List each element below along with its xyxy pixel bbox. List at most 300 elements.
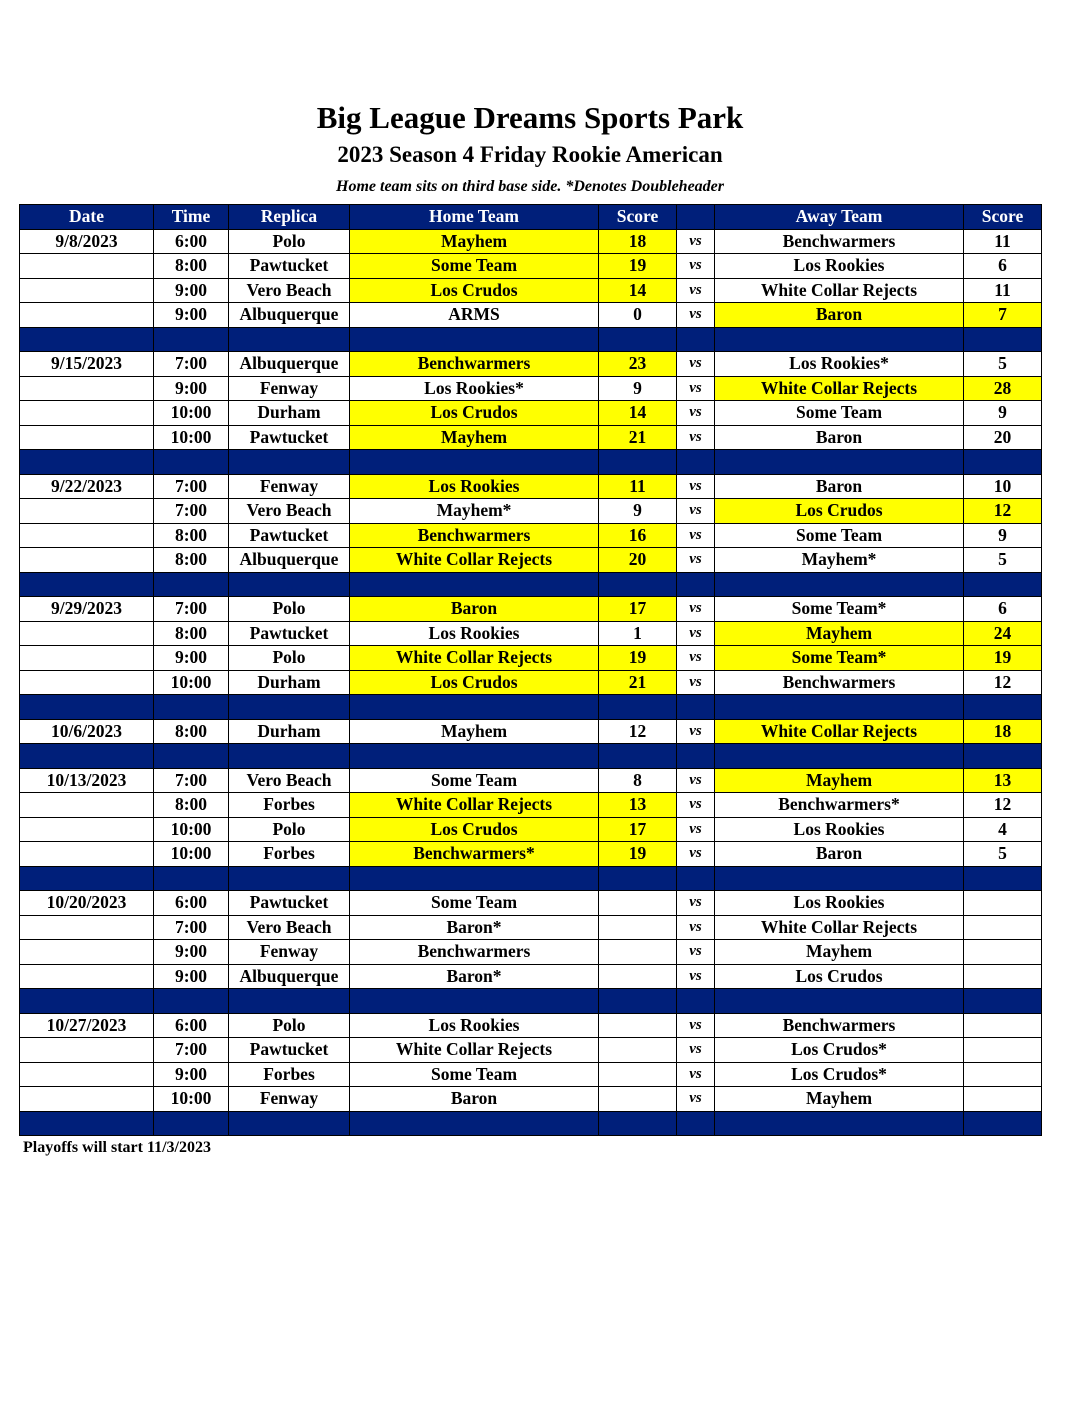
table-row [20, 401, 1042, 426]
separator-cell [229, 450, 350, 475]
separator-cell [20, 744, 154, 769]
away-team: Mayhem* [715, 548, 964, 573]
home-score [599, 940, 677, 965]
separator-cell [229, 744, 350, 769]
away-score: 12 [964, 499, 1042, 524]
game-replica-field: Polo [229, 229, 350, 254]
vs-label: vs [677, 964, 715, 989]
schedule-body [20, 229, 1042, 1136]
away-team: Los Rookies [715, 817, 964, 842]
game-date [20, 523, 154, 548]
separator-cell [350, 450, 599, 475]
separator-cell [229, 327, 350, 352]
home-team: White Collar Rejects [350, 1038, 599, 1063]
header-date: Date [20, 205, 154, 230]
separator-cell [20, 327, 154, 352]
separator-cell [350, 866, 599, 891]
separator-cell [154, 1111, 229, 1136]
table-row [20, 768, 1042, 793]
game-replica-field: Pawtucket [229, 523, 350, 548]
game-time: 9:00 [154, 940, 229, 965]
separator-cell [715, 572, 964, 597]
game-time: 9:00 [154, 376, 229, 401]
game-date [20, 793, 154, 818]
table-row [20, 1013, 1042, 1038]
home-team: Los Rookies [350, 474, 599, 499]
separator-cell [715, 1111, 964, 1136]
game-time: 9:00 [154, 303, 229, 328]
table-row [20, 254, 1042, 279]
home-score: 18 [599, 229, 677, 254]
separator-cell [154, 989, 229, 1014]
away-team: Mayhem [715, 621, 964, 646]
week-separator-row [20, 866, 1042, 891]
vs-label: vs [677, 425, 715, 450]
table-row [20, 670, 1042, 695]
vs-label: vs [677, 499, 715, 524]
away-team: Baron [715, 303, 964, 328]
vs-label: vs [677, 915, 715, 940]
game-date: 9/22/2023 [20, 474, 154, 499]
separator-cell [154, 450, 229, 475]
table-row [20, 376, 1042, 401]
away-score: 12 [964, 670, 1042, 695]
home-team: White Collar Rejects [350, 646, 599, 671]
home-score: 0 [599, 303, 677, 328]
game-time: 10:00 [154, 817, 229, 842]
home-score: 19 [599, 646, 677, 671]
game-time: 9:00 [154, 964, 229, 989]
game-time: 8:00 [154, 621, 229, 646]
game-time: 6:00 [154, 1013, 229, 1038]
vs-label: vs [677, 303, 715, 328]
game-time: 10:00 [154, 1087, 229, 1112]
away-score: 6 [964, 254, 1042, 279]
separator-cell [154, 327, 229, 352]
separator-cell [229, 866, 350, 891]
game-time: 10:00 [154, 425, 229, 450]
table-row [20, 474, 1042, 499]
game-replica-field: Pawtucket [229, 425, 350, 450]
separator-cell [154, 866, 229, 891]
home-score: 1 [599, 621, 677, 646]
vs-label: vs [677, 670, 715, 695]
home-score: 8 [599, 768, 677, 793]
game-replica-field: Durham [229, 401, 350, 426]
home-score: 19 [599, 254, 677, 279]
away-team: White Collar Rejects [715, 376, 964, 401]
page-subtitle: 2023 Season 4 Friday Rookie American [337, 142, 723, 167]
game-date: 9/8/2023 [20, 229, 154, 254]
vs-label: vs [677, 278, 715, 303]
away-score: 5 [964, 548, 1042, 573]
table-row [20, 719, 1042, 744]
game-replica-field: Forbes [229, 1062, 350, 1087]
home-team: Baron [350, 597, 599, 622]
table-row [20, 646, 1042, 671]
home-team: White Collar Rejects [350, 793, 599, 818]
separator-cell [350, 695, 599, 720]
separator-cell [677, 989, 715, 1014]
home-team: Benchwarmers* [350, 842, 599, 867]
home-score: 17 [599, 597, 677, 622]
separator-cell [715, 695, 964, 720]
home-score: 21 [599, 425, 677, 450]
separator-cell [20, 695, 154, 720]
home-score: 9 [599, 499, 677, 524]
home-score: 9 [599, 376, 677, 401]
game-time: 8:00 [154, 523, 229, 548]
away-team: Some Team [715, 523, 964, 548]
away-score [964, 1062, 1042, 1087]
table-row [20, 548, 1042, 573]
table-row [20, 499, 1042, 524]
vs-label: vs [677, 817, 715, 842]
game-time: 8:00 [154, 719, 229, 744]
game-replica-field: Albuquerque [229, 548, 350, 573]
game-date [20, 548, 154, 573]
game-time: 9:00 [154, 646, 229, 671]
separator-cell [154, 572, 229, 597]
header-replica: Replica [229, 205, 350, 230]
game-time: 7:00 [154, 1038, 229, 1063]
separator-cell [350, 327, 599, 352]
away-team: Some Team* [715, 646, 964, 671]
game-replica-field: Forbes [229, 793, 350, 818]
game-replica-field: Albuquerque [229, 964, 350, 989]
doubleheader-note: Home team sits on third base side. *Denotes Doubleheader [336, 178, 724, 195]
away-team: Los Crudos* [715, 1038, 964, 1063]
home-score: 21 [599, 670, 677, 695]
separator-cell [154, 695, 229, 720]
separator-cell [599, 695, 677, 720]
separator-cell [677, 866, 715, 891]
vs-label: vs [677, 548, 715, 573]
game-date [20, 303, 154, 328]
separator-cell [964, 989, 1042, 1014]
separator-cell [229, 989, 350, 1014]
home-score [599, 964, 677, 989]
table-row [20, 597, 1042, 622]
away-score [964, 1013, 1042, 1038]
table-row [20, 303, 1042, 328]
game-date [20, 401, 154, 426]
game-date [20, 842, 154, 867]
home-score: 16 [599, 523, 677, 548]
game-date [20, 817, 154, 842]
home-team: Benchwarmers [350, 523, 599, 548]
header-home-team: Home Team [350, 205, 599, 230]
game-date [20, 915, 154, 940]
game-time: 8:00 [154, 548, 229, 573]
home-team: Baron [350, 1087, 599, 1112]
home-team: Mayhem* [350, 499, 599, 524]
home-score: 14 [599, 278, 677, 303]
home-team: Los Crudos [350, 278, 599, 303]
game-replica-field: Fenway [229, 1087, 350, 1112]
away-score [964, 1038, 1042, 1063]
separator-cell [964, 744, 1042, 769]
away-team: Mayhem [715, 1087, 964, 1112]
separator-cell [964, 866, 1042, 891]
game-replica-field: Pawtucket [229, 621, 350, 646]
away-team: Mayhem [715, 940, 964, 965]
game-time: 10:00 [154, 670, 229, 695]
home-score [599, 1087, 677, 1112]
game-replica-field: Forbes [229, 842, 350, 867]
separator-cell [599, 450, 677, 475]
home-team: Los Crudos [350, 670, 599, 695]
week-separator-row [20, 695, 1042, 720]
home-score: 23 [599, 352, 677, 377]
away-score: 28 [964, 376, 1042, 401]
game-time: 9:00 [154, 1062, 229, 1087]
game-date [20, 670, 154, 695]
game-date [20, 1038, 154, 1063]
separator-cell [715, 744, 964, 769]
home-team: Some Team [350, 1062, 599, 1087]
game-replica-field: Polo [229, 646, 350, 671]
separator-cell [350, 989, 599, 1014]
game-time: 6:00 [154, 891, 229, 916]
separator-cell [229, 572, 350, 597]
away-score [964, 891, 1042, 916]
away-team: Los Rookies [715, 254, 964, 279]
game-replica-field: Vero Beach [229, 278, 350, 303]
header-home-score: Score [599, 205, 677, 230]
away-team: Benchwarmers [715, 1013, 964, 1038]
away-score: 20 [964, 425, 1042, 450]
away-score [964, 1087, 1042, 1112]
away-team: Benchwarmers [715, 229, 964, 254]
game-replica-field: Pawtucket [229, 891, 350, 916]
away-score [964, 940, 1042, 965]
separator-cell [964, 695, 1042, 720]
vs-label: vs [677, 597, 715, 622]
separator-cell [20, 572, 154, 597]
away-score: 11 [964, 278, 1042, 303]
away-score: 19 [964, 646, 1042, 671]
home-score: 17 [599, 817, 677, 842]
game-replica-field: Polo [229, 1013, 350, 1038]
away-team: Mayhem [715, 768, 964, 793]
vs-label: vs [677, 1087, 715, 1112]
schedule-table [19, 204, 1042, 1136]
away-score: 13 [964, 768, 1042, 793]
away-score: 5 [964, 842, 1042, 867]
game-date [20, 278, 154, 303]
vs-label: vs [677, 376, 715, 401]
vs-label: vs [677, 1062, 715, 1087]
table-row [20, 940, 1042, 965]
away-team: Some Team* [715, 597, 964, 622]
away-team: Los Rookies* [715, 352, 964, 377]
game-time: 7:00 [154, 915, 229, 940]
home-score [599, 1062, 677, 1087]
separator-cell [599, 572, 677, 597]
home-team: Mayhem [350, 719, 599, 744]
home-team: Los Crudos [350, 401, 599, 426]
game-date [20, 254, 154, 279]
home-team: Los Rookies* [350, 376, 599, 401]
table-row [20, 1038, 1042, 1063]
separator-cell [350, 1111, 599, 1136]
separator-cell [677, 744, 715, 769]
home-team: Mayhem [350, 229, 599, 254]
week-separator-row [20, 450, 1042, 475]
separator-cell [154, 744, 229, 769]
home-team: Benchwarmers [350, 352, 599, 377]
header-away-score: Score [964, 205, 1042, 230]
home-score: 12 [599, 719, 677, 744]
game-date [20, 964, 154, 989]
separator-cell [599, 1111, 677, 1136]
game-date [20, 940, 154, 965]
separator-cell [715, 327, 964, 352]
game-date: 10/27/2023 [20, 1013, 154, 1038]
home-team: Benchwarmers [350, 940, 599, 965]
away-score: 7 [964, 303, 1042, 328]
separator-cell [964, 572, 1042, 597]
vs-label: vs [677, 523, 715, 548]
game-date: 10/13/2023 [20, 768, 154, 793]
game-date: 9/29/2023 [20, 597, 154, 622]
game-time: 8:00 [154, 793, 229, 818]
home-team: Some Team [350, 768, 599, 793]
game-date: 9/15/2023 [20, 352, 154, 377]
game-date [20, 621, 154, 646]
separator-cell [350, 572, 599, 597]
home-team: Los Rookies [350, 621, 599, 646]
table-row [20, 523, 1042, 548]
game-time: 7:00 [154, 352, 229, 377]
separator-cell [715, 989, 964, 1014]
game-replica-field: Fenway [229, 940, 350, 965]
away-score: 9 [964, 523, 1042, 548]
away-team: Baron [715, 474, 964, 499]
table-row [20, 1087, 1042, 1112]
home-team: Mayhem [350, 425, 599, 450]
game-replica-field: Albuquerque [229, 352, 350, 377]
away-team: Some Team [715, 401, 964, 426]
game-date [20, 1062, 154, 1087]
vs-label: vs [677, 1038, 715, 1063]
vs-label: vs [677, 352, 715, 377]
separator-cell [677, 450, 715, 475]
separator-cell [350, 744, 599, 769]
separator-cell [229, 695, 350, 720]
table-row [20, 621, 1042, 646]
away-team: White Collar Rejects [715, 278, 964, 303]
vs-label: vs [677, 646, 715, 671]
week-separator-row [20, 989, 1042, 1014]
away-score: 11 [964, 229, 1042, 254]
game-replica-field: Fenway [229, 474, 350, 499]
separator-cell [229, 1111, 350, 1136]
table-row [20, 842, 1042, 867]
vs-label: vs [677, 1013, 715, 1038]
vs-label: vs [677, 621, 715, 646]
away-team: Baron [715, 842, 964, 867]
game-replica-field: Albuquerque [229, 303, 350, 328]
table-row [20, 352, 1042, 377]
page-title: Big League Dreams Sports Park [316, 100, 744, 135]
away-score: 12 [964, 793, 1042, 818]
vs-label: vs [677, 254, 715, 279]
away-team: Los Rookies [715, 891, 964, 916]
home-score: 19 [599, 842, 677, 867]
home-score [599, 1013, 677, 1038]
table-row [20, 425, 1042, 450]
separator-cell [20, 450, 154, 475]
separator-cell [599, 866, 677, 891]
separator-cell [20, 1111, 154, 1136]
game-date [20, 1087, 154, 1112]
away-score: 5 [964, 352, 1042, 377]
game-date: 10/6/2023 [20, 719, 154, 744]
game-replica-field: Durham [229, 670, 350, 695]
away-team: White Collar Rejects [715, 915, 964, 940]
separator-cell [599, 327, 677, 352]
separator-cell [715, 450, 964, 475]
separator-cell [20, 866, 154, 891]
week-separator-row [20, 572, 1042, 597]
header-vs [677, 205, 715, 230]
home-team: Some Team [350, 891, 599, 916]
header-time: Time [154, 205, 229, 230]
home-score: 20 [599, 548, 677, 573]
away-score [964, 964, 1042, 989]
game-replica-field: Pawtucket [229, 1038, 350, 1063]
vs-label: vs [677, 940, 715, 965]
separator-cell [964, 1111, 1042, 1136]
game-replica-field: Polo [229, 817, 350, 842]
away-team: Baron [715, 425, 964, 450]
game-time: 7:00 [154, 474, 229, 499]
away-score: 4 [964, 817, 1042, 842]
vs-label: vs [677, 474, 715, 499]
game-replica-field: Durham [229, 719, 350, 744]
game-time: 6:00 [154, 229, 229, 254]
vs-label: vs [677, 793, 715, 818]
game-date: 10/20/2023 [20, 891, 154, 916]
game-date [20, 646, 154, 671]
vs-label: vs [677, 768, 715, 793]
table-row [20, 964, 1042, 989]
header-away-team: Away Team [715, 205, 964, 230]
home-team: Some Team [350, 254, 599, 279]
table-row [20, 793, 1042, 818]
separator-cell [964, 450, 1042, 475]
playoffs-note: Playoffs will start 11/3/2023 [23, 1139, 211, 1156]
game-replica-field: Vero Beach [229, 915, 350, 940]
separator-cell [677, 327, 715, 352]
home-score [599, 915, 677, 940]
game-time: 7:00 [154, 597, 229, 622]
home-team: White Collar Rejects [350, 548, 599, 573]
away-score: 9 [964, 401, 1042, 426]
separator-cell [964, 327, 1042, 352]
game-time: 9:00 [154, 278, 229, 303]
game-date [20, 425, 154, 450]
table-row [20, 229, 1042, 254]
week-separator-row [20, 1111, 1042, 1136]
game-time: 10:00 [154, 842, 229, 867]
home-team: Los Crudos [350, 817, 599, 842]
vs-label: vs [677, 229, 715, 254]
away-score: 18 [964, 719, 1042, 744]
away-team: Los Crudos* [715, 1062, 964, 1087]
